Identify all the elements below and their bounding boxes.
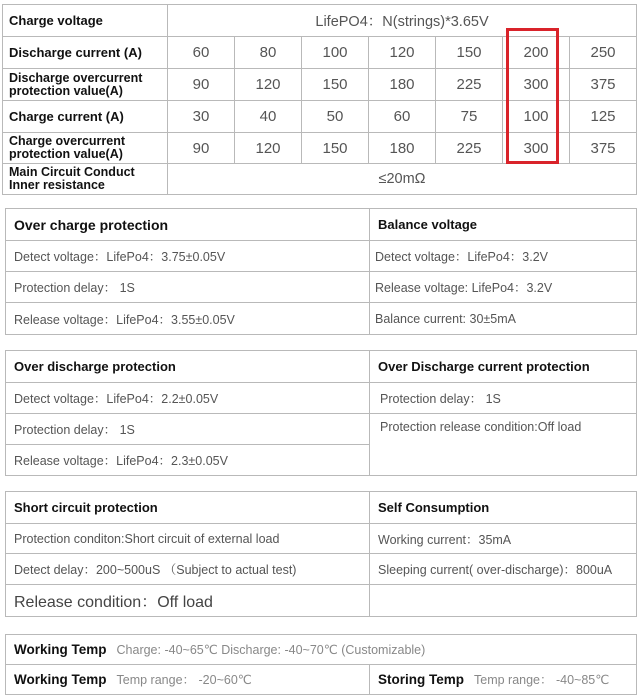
table-cell: 120 [235, 69, 302, 101]
self-consumption-sleeping: Sleeping current( over-discharge)：800uA [370, 554, 637, 585]
working-temp-value: Charge: -40~65℃ Discharge: -40~70℃ (Customizable) [116, 642, 426, 657]
balance-title: Balance voltage [370, 209, 637, 241]
table-cell: 150 [302, 69, 369, 101]
short-circuit-condition: Protection conditon:Short circuit of external load [6, 524, 370, 554]
table-cell: 90 [168, 69, 235, 101]
table-cell: 300 [503, 69, 570, 101]
table-cell: 300 [503, 133, 570, 164]
table-cell: 80 [235, 37, 302, 69]
table-cell: 60 [168, 37, 235, 69]
over-discharge-current-title: Over Discharge current protection [370, 351, 637, 383]
table-cell: 40 [235, 101, 302, 133]
balance-release: Release voltage: LifePo4：3.2V [370, 272, 637, 303]
over-discharge-release: Release voltage：LifePo4：2.3±0.05V [6, 445, 370, 476]
resistance-row [3, 164, 637, 195]
storing-temp-cell [370, 665, 637, 695]
table-cell: 100 [503, 101, 570, 133]
charge-overcurrent-label: Charge overcurrent protection value(A) [3, 133, 168, 164]
table-cell: 225 [436, 69, 503, 101]
table-cell: 75 [436, 101, 503, 133]
charge-voltage-value: LifePO4：N(strings)*3.65V [168, 5, 637, 37]
table-cell: 180 [369, 133, 436, 164]
short-circuit-release: Release condition：Off load [6, 585, 370, 617]
resistance-label: Main Circuit Conduct Inner resistance [3, 164, 168, 195]
table-cell: 125 [570, 101, 637, 133]
table-cell: 375 [570, 133, 637, 164]
table-cell: 180 [369, 69, 436, 101]
highlight-box [506, 28, 559, 164]
self-consumption-working: Working current：35mA [370, 524, 637, 554]
over-discharge-title: Over discharge protection [6, 351, 370, 383]
short-circuit-table [5, 491, 637, 617]
table-cell: 60 [369, 101, 436, 133]
discharge-current-label: Discharge current (A) [3, 37, 168, 69]
balance-detect: Detect voltage：LifePo4：3.2V [370, 241, 637, 272]
table-cell: 200 [503, 37, 570, 69]
over-discharge-current-delay: Protection delay： 1S [370, 383, 637, 414]
table-cell: 150 [436, 37, 503, 69]
working-temp-table [5, 634, 637, 695]
discharge-overcurrent-label: Discharge overcurrent protection value(A) [3, 69, 168, 101]
table-cell: 225 [436, 133, 503, 164]
over-charge-table [5, 208, 637, 335]
over-charge-title: Over charge protection [6, 209, 370, 241]
storing-temp-value: Temp range： -40~85℃ [474, 673, 610, 687]
over-discharge-detect: Detect voltage：LifePo4：2.2±0.05V [6, 383, 370, 414]
over-charge-detect: Detect voltage：LifePo4：3.75±0.05V [6, 241, 370, 272]
table-cell: 120 [235, 133, 302, 164]
working-temp-range-value: Temp range： -20~60℃ [116, 673, 252, 687]
table-cell: 150 [302, 133, 369, 164]
over-discharge-table [5, 350, 637, 476]
table-cell: 30 [168, 101, 235, 133]
over-charge-release: Release voltage：LifePo4：3.55±0.05V [6, 303, 370, 335]
charge-voltage-label: Charge voltage [3, 5, 168, 37]
over-discharge-current-release: Protection release condition:Off load [370, 414, 637, 476]
table-cell: 50 [302, 101, 369, 133]
over-charge-delay: Protection delay： 1S [6, 272, 370, 303]
short-circuit-title: Short circuit protection [6, 492, 370, 524]
empty-cell [370, 585, 637, 617]
table-cell: 100 [302, 37, 369, 69]
self-consumption-title: Self Consumption [370, 492, 637, 524]
short-circuit-delay: Detect delay：200~500uS （Subject to actual test) [6, 554, 370, 585]
table-cell: 250 [570, 37, 637, 69]
working-temp-range-cell [6, 665, 370, 695]
resistance-value: ≤20mΩ [168, 164, 637, 195]
table-cell: 375 [570, 69, 637, 101]
charge-current-label: Charge current (A) [3, 101, 168, 133]
working-temp-row [6, 635, 637, 665]
over-discharge-delay: Protection delay： 1S [6, 414, 370, 445]
balance-current: Balance current: 30±5mA [370, 303, 637, 335]
storing-temp-label: Storing Temp [378, 672, 464, 687]
table-cell: 90 [168, 133, 235, 164]
working-temp-range-label: Working Temp [14, 672, 107, 687]
working-temp-label: Working Temp [14, 641, 107, 657]
table-cell: 120 [369, 37, 436, 69]
